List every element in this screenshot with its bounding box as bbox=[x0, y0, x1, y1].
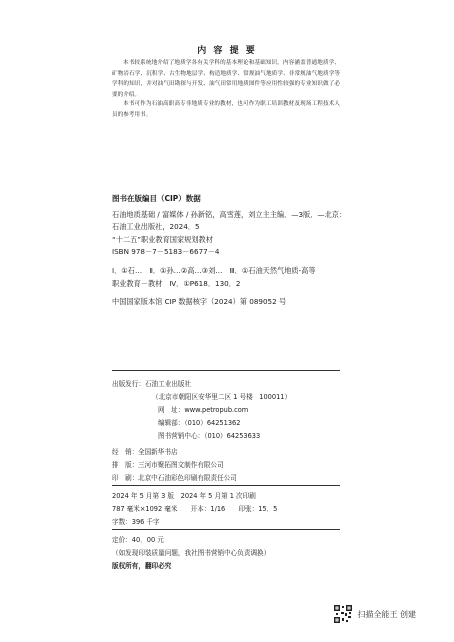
divider bbox=[112, 485, 340, 486]
publisher-label: 出版发行： bbox=[112, 380, 145, 388]
publisher-name: 石油工业出版社 bbox=[144, 380, 192, 388]
distributor-row bbox=[112, 446, 178, 456]
wordcount-info: 字数：396 千字 bbox=[112, 518, 160, 526]
edit-dept-phone: 编辑部：（010）64251362 bbox=[158, 419, 241, 427]
sales-dept-phone: 图书营销中心：（010）64253633 bbox=[158, 432, 261, 440]
typeset-label: 排 版： bbox=[112, 461, 139, 469]
publisher-website: 网 址：www.petropub.com bbox=[158, 406, 249, 414]
summary-title: 内 容 提 要 bbox=[197, 46, 257, 56]
cip-line: 石油工业出版社，2024．5 bbox=[112, 222, 200, 231]
distributor-value: 全国新华书店 bbox=[138, 448, 178, 456]
scanner-watermark bbox=[334, 605, 416, 623]
cip-line: Ⅰ．①石… Ⅱ．①孙…②高…③刘… Ⅲ．①石油天然气地质-高等 bbox=[112, 266, 316, 275]
printer-value: 北京中石油彩色印刷有限责任公司 bbox=[138, 474, 237, 482]
scanner-label: 扫描全能王 创建 bbox=[357, 609, 416, 619]
price-info: 定价：40．00 元 bbox=[112, 536, 164, 544]
cip-line: 职业教育－教材 Ⅳ．①P618．130．2 bbox=[112, 279, 241, 288]
typeset-row bbox=[112, 459, 224, 469]
guarantee-note: （如发现印装质量问题，我社图书营销中心负责调换） bbox=[112, 549, 271, 557]
edition-info: 2024 年 5 月第 3 版 2024 年 5 月第 1 次印刷 bbox=[112, 492, 256, 500]
divider bbox=[112, 529, 340, 530]
divider bbox=[112, 370, 340, 371]
distributor-label: 经 销： bbox=[112, 448, 139, 456]
copyright-note: 版权所有，翻印必究 bbox=[112, 562, 172, 570]
summary-paragraph-2: 本书可作为石油高职高专非地质专业的教材，也可作为职工培训教材及现场工程技术人员的参考用书。 bbox=[112, 101, 340, 118]
publisher-row bbox=[112, 378, 191, 388]
cip-line: ISBN 978－7－5183－6677－4 bbox=[112, 247, 220, 256]
qr-code-icon bbox=[334, 605, 352, 623]
publisher-address: （北京市朝阳区安华里二区 1 号楼 100011） bbox=[152, 393, 292, 401]
cip-heading: 图书在版编目（CIP）数据 bbox=[112, 194, 201, 203]
cip-data-number: 中国国家版本馆 CIP 数据核字（2024）第 089052 号 bbox=[112, 297, 287, 306]
summary-paragraph-1: 本书较系统地介绍了地质学各有关学科的基本理论和基础知识。内容涵盖普通地质学、矿物岩石学、沉积学、古生物地层学、构造地质学、常规油气地质学、非常规油气地质学等学科的知识，并对油气田勘探与开发、油气田常用地质图件等应用性较强的专业知识做了必要的介绍。 bbox=[112, 60, 340, 98]
printer-label: 印 刷： bbox=[112, 474, 139, 482]
format-info: 787 毫米×1092 毫米 开本：1∕16 印张：15．5 bbox=[112, 505, 278, 513]
printer-row bbox=[112, 472, 237, 482]
cip-line: “十二五”职业教育国家规划教材 bbox=[112, 235, 213, 244]
cip-line: 石油地质基础 ∕ 富媒体 ∕ 孙新铭，高雪莲，刘立主主编．—3版．—北京： bbox=[112, 210, 347, 219]
typeset-value: 三河市聚拓图文制作有限公司 bbox=[138, 461, 224, 469]
